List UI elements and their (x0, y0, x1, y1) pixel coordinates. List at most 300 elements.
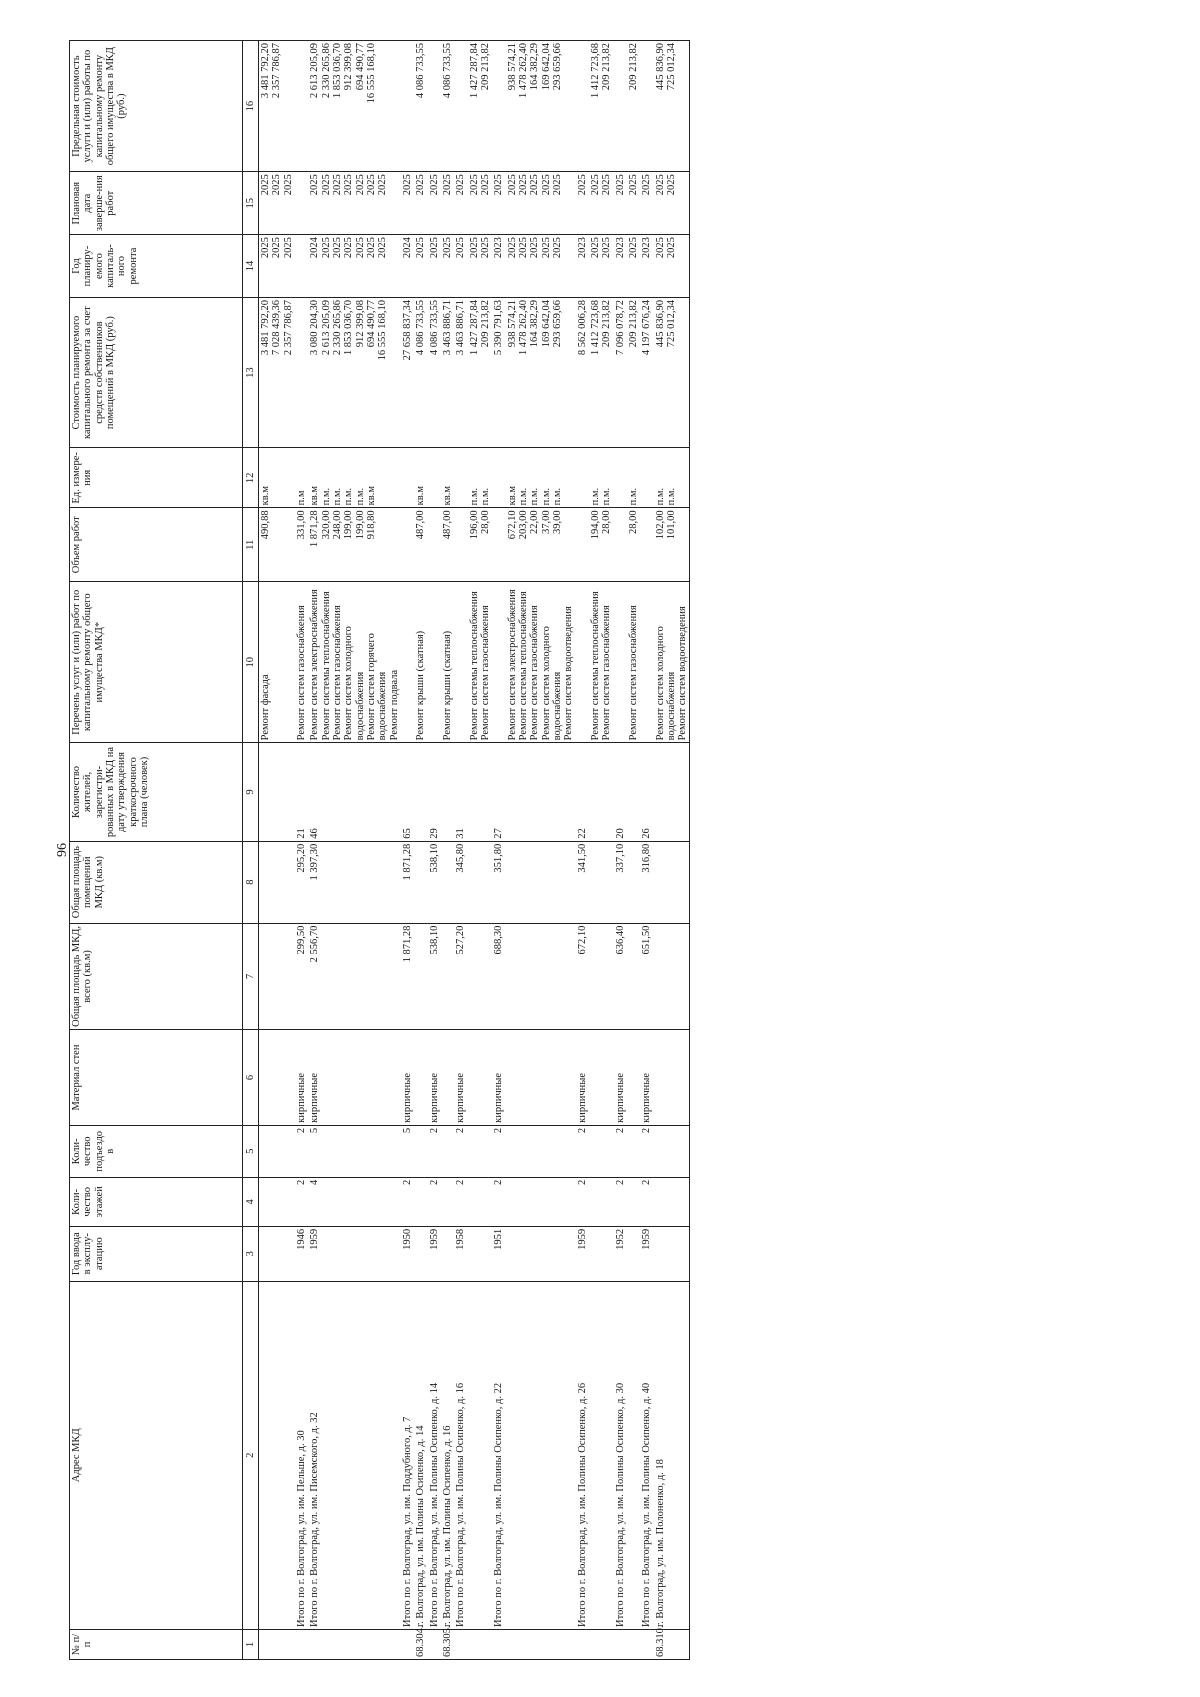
cell-line: 694 490,77 (354, 43, 366, 91)
cell-line: 209 213,82 (479, 43, 491, 91)
cell-no (589, 1629, 614, 1659)
cell-entrances (259, 1125, 295, 1177)
cell-line: 101,00 (665, 510, 677, 540)
cell-entrances: 2 (428, 1125, 441, 1177)
cell-line: 2024 (401, 237, 413, 259)
cell-max-cost (414, 41, 427, 172)
cell-line: 293 659,66 (551, 43, 563, 91)
cell-line: 445 836,90 (654, 43, 666, 91)
cell-line: Ремонт систем газоснабжения (479, 605, 491, 741)
cell-line: 725 012,34 (665, 299, 677, 348)
cell-line: 209 213,82 (479, 299, 491, 348)
cell-year: 1946 (295, 1226, 308, 1281)
cell-works (492, 582, 505, 743)
cell-address: Итого по г. Волгоград, ул. им. Полины Осипенко, д. 26 (576, 1281, 589, 1629)
cell-year-plan (468, 235, 493, 298)
cell-material: кирпичные (401, 1030, 414, 1126)
cell-no (492, 1629, 505, 1659)
cell-area-total: 636,40 (614, 923, 627, 1030)
cell-line: 320,00 (320, 510, 332, 540)
cell-line: 209 213,82 (601, 299, 613, 348)
cell-floors (627, 1177, 640, 1226)
cell-line: 2025 (282, 237, 294, 259)
cell-cost (468, 297, 493, 447)
cell-line: 28,00 (627, 510, 639, 534)
cell-works (654, 582, 690, 743)
cell-line: 209 213,82 (601, 43, 613, 91)
cell-line: 4 086 733,55 (415, 299, 427, 356)
cell-line: 169 642,04 (540, 299, 552, 348)
table-row (576, 41, 589, 1660)
cell-floors: 2 (401, 1177, 414, 1226)
table-row (295, 41, 308, 1660)
column-header: Объем работ (70, 508, 243, 582)
cell-year: 1951 (492, 1226, 505, 1281)
cell-line: 39,00 (551, 510, 563, 534)
cell-line: 2025 (627, 237, 639, 259)
cell-entrances (441, 1125, 454, 1177)
cell-floors: 2 (428, 1177, 441, 1226)
cell-line: 2025 (354, 174, 366, 196)
cell-entrances: 2 (576, 1125, 589, 1177)
cell-units (492, 448, 505, 508)
cell-line: 2024 (309, 237, 321, 259)
cell-residents: 26 (640, 743, 653, 841)
cell-material (589, 1030, 614, 1126)
cell-line: Ремонт системы теплоснабжения (589, 591, 601, 741)
cell-year: 1950 (401, 1226, 414, 1281)
cell-max-cost (589, 41, 614, 172)
cell-cost (654, 297, 690, 447)
cell-no (454, 1629, 467, 1659)
cell-works (401, 582, 414, 743)
cell-floors: 2 (295, 1177, 308, 1226)
cell-cost (454, 297, 467, 447)
cell-line: 1 427 287,84 (468, 299, 480, 356)
cell-year-plan (428, 235, 441, 298)
cell-material (414, 1030, 427, 1126)
cell-cost (492, 297, 505, 447)
table-row (428, 41, 441, 1660)
column-header: Стоимость планируемого капитального ремонта за счет средств собственников помещений в МКД (руб.) (70, 297, 243, 447)
cell-cost (308, 297, 401, 447)
cell-line: Ремонт крыши (скатная) (441, 630, 453, 741)
cell-line: 2025 (506, 237, 518, 259)
cell-units (654, 448, 690, 508)
cell-line: 2023 (641, 237, 653, 259)
table-row (640, 41, 653, 1660)
cell-units (614, 448, 627, 508)
cell-entrances: 5 (308, 1125, 401, 1177)
cell-year (506, 1226, 576, 1281)
cell-line: п.м. (517, 487, 529, 506)
cell-area-total: 527,20 (454, 923, 467, 1030)
cell-area-rooms (589, 841, 614, 923)
cell-units (428, 448, 441, 508)
capital-repair-table (69, 40, 690, 1660)
column-number: 1 (243, 1629, 259, 1659)
cell-units (576, 448, 589, 508)
cell-works (441, 582, 454, 743)
cell-entrances: 2 (614, 1125, 627, 1177)
cell-line: п.м (295, 490, 307, 506)
cell-area-total: 2 556,70 (308, 923, 401, 1030)
cell-date-end (506, 172, 576, 235)
cell-year-plan (259, 235, 295, 298)
cell-line: 2025 (365, 237, 377, 259)
cell-line: 2025 (601, 237, 613, 259)
cell-material (627, 1030, 640, 1126)
cell-line: Ремонт систем электроснабжения (506, 589, 518, 741)
table-row (468, 41, 493, 1660)
cell-entrances: 5 (401, 1125, 414, 1177)
cell-line: 1 478 262,40 (517, 299, 529, 356)
cell-area-total (441, 923, 454, 1030)
cell-entrances (589, 1125, 614, 1177)
cell-line: Ремонт систем горячего водоснабжения (365, 633, 389, 741)
cell-max-cost (614, 41, 627, 172)
cell-floors: 2 (492, 1177, 505, 1226)
cell-floors: 2 (576, 1177, 589, 1226)
cell-entrances: 2 (295, 1125, 308, 1177)
cell-address: Итого по г. Волгоград, ул. им. Полины Осипенко, д. 22 (492, 1281, 505, 1629)
cell-area-total: 299,50 (295, 923, 308, 1030)
cell-area-rooms: 1 871,28 (401, 841, 414, 923)
cell-line: 938 574,21 (506, 299, 518, 348)
cell-area-rooms (468, 841, 493, 923)
column-number: 3 (243, 1226, 259, 1281)
cell-entrances: 2 (492, 1125, 505, 1177)
cell-line: 4 197 676,24 (641, 299, 653, 356)
cell-no (506, 1629, 576, 1659)
cell-line: п.м. (589, 487, 601, 506)
cell-entrances (414, 1125, 427, 1177)
cell-max-cost (308, 41, 401, 172)
cell-line: 16 555 168,10 (365, 43, 377, 104)
cell-works (576, 582, 589, 743)
column-number: 14 (243, 235, 259, 298)
cell-material (441, 1030, 454, 1126)
cell-line: п.м. (551, 487, 563, 506)
cell-date-end (654, 172, 690, 235)
cell-area-rooms: 538,10 (428, 841, 441, 923)
cell-year: 1959 (640, 1226, 653, 1281)
cell-year: 1958 (454, 1226, 467, 1281)
cell-line: 203,00 (517, 510, 529, 540)
cell-cost (640, 297, 653, 447)
cell-area-rooms: 337,10 (614, 841, 627, 923)
cell-line: 2025 (401, 174, 413, 196)
cell-residents: 27 (492, 743, 505, 841)
cell-line: 2 357 786,87 (282, 299, 294, 356)
cell-works (454, 582, 467, 743)
cell-line: Ремонт систем газоснабжения (601, 605, 613, 741)
cell-address: г. Волгоград, ул. им. Полоненко, д. 18 (654, 1281, 690, 1629)
cell-year: 1959 (308, 1226, 401, 1281)
cell-line: 487,00 (441, 510, 453, 540)
cell-residents: 31 (454, 743, 467, 841)
cell-line: 164 382,29 (529, 43, 541, 91)
cell-floors (589, 1177, 614, 1226)
cell-line: 28,00 (601, 510, 613, 534)
cell-entrances (627, 1125, 640, 1177)
cell-works (428, 582, 441, 743)
cell-address: Итого по г. Волгоград, ул. им. Полины Осипенко, д. 40 (640, 1281, 653, 1629)
cell-line: 37,00 (540, 510, 552, 534)
cell-area-total (259, 923, 295, 1030)
cell-date-end (627, 172, 640, 235)
table-row (454, 41, 467, 1660)
cell-year (414, 1226, 427, 1281)
cell-line: 169 642,04 (540, 43, 552, 91)
column-number: 5 (243, 1125, 259, 1177)
cell-units (627, 448, 640, 508)
cell-line: 2025 (441, 237, 453, 259)
cell-year (441, 1226, 454, 1281)
cell-area-total (468, 923, 493, 1030)
cell-cost (627, 297, 640, 447)
cell-max-cost (454, 41, 467, 172)
table-row (627, 41, 640, 1660)
cell-line: Ремонт систем холодного водоснабжения (343, 626, 366, 741)
cell-residents (468, 743, 493, 841)
cell-no (614, 1629, 627, 1659)
cell-volumes (295, 508, 308, 582)
cell-entrances (506, 1125, 576, 1177)
cell-line: 2025 (428, 237, 440, 259)
cell-line: 199,00 (354, 510, 366, 540)
cell-max-cost (576, 41, 589, 172)
cell-line: 2025 (331, 237, 343, 259)
cell-line: кв.м (309, 486, 321, 506)
cell-line: 3 481 792,20 (260, 299, 271, 356)
cell-residents (589, 743, 614, 841)
cell-entrances: 2 (640, 1125, 653, 1177)
column-header: Год планиру-емого капиталь-ного ремонта (70, 235, 243, 298)
cell-line: 199,00 (343, 510, 355, 540)
table-body (259, 41, 690, 1660)
cell-line: 2025 (479, 174, 491, 196)
cell-volumes (506, 508, 576, 582)
cell-line: 490,88 (260, 510, 271, 540)
cell-line: кв.м (260, 486, 271, 506)
cell-line: 2025 (354, 237, 366, 259)
cell-residents: 65 (401, 743, 414, 841)
cell-line: п.м. (468, 487, 480, 506)
cell-max-cost (640, 41, 653, 172)
cell-no (401, 1629, 414, 1659)
cell-year-plan (454, 235, 467, 298)
column-header: Количество жителей, зарегистри-рованных в МКД на дату утверждения краткосрочного плана (человек) (70, 743, 243, 841)
cell-line: 1 853 036,70 (331, 43, 343, 99)
cell-line: 2025 (455, 174, 467, 196)
cell-year-plan (614, 235, 627, 298)
cell-line: 2025 (601, 174, 613, 196)
cell-no (428, 1629, 441, 1659)
cell-line: 2025 (320, 237, 332, 259)
cell-line: 912 399,08 (354, 299, 366, 348)
cell-line: Ремонт систем газоснабжения (295, 605, 307, 741)
cell-max-cost (654, 41, 690, 172)
cell-line: 2023 (614, 237, 626, 259)
cell-address (589, 1281, 614, 1629)
cell-works (295, 582, 308, 743)
cell-address (468, 1281, 493, 1629)
column-header: Перечень услуг и (или) работ по капитальному ремонту общего имущества МКД* (70, 582, 243, 743)
cell-line: п.м. (540, 487, 552, 506)
cell-line: 2025 (441, 174, 453, 196)
cell-year-plan (295, 235, 308, 298)
cell-residents: 21 (295, 743, 308, 841)
cell-line: Ремонт систем водоотведения (563, 606, 575, 741)
cell-max-cost (259, 41, 295, 172)
cell-line: 2025 (529, 237, 541, 259)
cell-area-rooms (441, 841, 454, 923)
cell-area-total (589, 923, 614, 1030)
cell-date-end (614, 172, 627, 235)
cell-line: 248,00 (331, 510, 343, 540)
cell-line: 918,80 (365, 510, 377, 540)
cell-units (414, 448, 427, 508)
cell-line: 2025 (365, 174, 377, 196)
cell-line: 4 086 733,55 (428, 299, 440, 356)
cell-volumes (627, 508, 640, 582)
cell-area-rooms: 1 397,30 (308, 841, 401, 923)
cell-floors (654, 1177, 690, 1226)
cell-material: кирпичные (308, 1030, 401, 1126)
cell-line: 3 463 886,71 (455, 299, 467, 356)
cell-no (627, 1629, 640, 1659)
cell-line: 2 330 265,86 (331, 299, 343, 356)
cell-no (259, 1629, 295, 1659)
column-header: Год ввода в эксплу-атацию (70, 1226, 243, 1281)
cell-line: Ремонт систем холодного водоснабжения (540, 626, 563, 741)
cell-works (308, 582, 401, 743)
cell-line: 2025 (428, 174, 440, 196)
cell-area-rooms (259, 841, 295, 923)
cell-floors: 2 (614, 1177, 627, 1226)
cell-line: п.м. (343, 487, 355, 506)
cell-line: 2025 (517, 237, 529, 259)
cell-floors: 4 (308, 1177, 401, 1226)
cell-line: 2 613 205,09 (309, 43, 321, 99)
cell-line: 8 562 006,28 (576, 299, 588, 356)
cell-year-plan (506, 235, 576, 298)
cell-year-plan (576, 235, 589, 298)
cell-area-total: 688,30 (492, 923, 505, 1030)
cell-date-end (414, 172, 427, 235)
cell-address: Итого по г. Волгоград, ул. им. Писемского, д. 32 (308, 1281, 401, 1629)
cell-line: 3 463 886,71 (441, 299, 453, 356)
table-row (259, 41, 295, 1660)
cell-line: 2025 (614, 174, 626, 196)
column-header: Коли-чество подъездо в (70, 1125, 243, 1177)
cell-cost (414, 297, 427, 447)
cell-line: Ремонт систем электроснабжения (309, 589, 321, 741)
cell-line: 293 659,66 (551, 299, 563, 348)
cell-material: кирпичные (576, 1030, 589, 1126)
cell-area-total: 651,50 (640, 923, 653, 1030)
table-row (308, 41, 401, 1660)
cell-line: Ремонт системы теплоснабжения (468, 591, 480, 741)
cell-cost (295, 297, 308, 447)
cell-year-plan (589, 235, 614, 298)
cell-line: 196,00 (468, 510, 480, 540)
cell-line: 2 330 265,86 (320, 43, 332, 99)
cell-max-cost (441, 41, 454, 172)
cell-material (654, 1030, 690, 1126)
cell-line: 4 086 733,55 (441, 43, 453, 99)
cell-line: 2025 (589, 174, 601, 196)
cell-max-cost (627, 41, 640, 172)
cell-volumes (441, 508, 454, 582)
cell-area-total (414, 923, 427, 1030)
cell-line: 2025 (551, 237, 563, 259)
cell-works (414, 582, 427, 743)
cell-works (640, 582, 653, 743)
cell-line: 16 555 168,10 (377, 299, 389, 361)
cell-residents (259, 743, 295, 841)
cell-date-end (428, 172, 441, 235)
cell-material (259, 1030, 295, 1126)
cell-area-total: 538,10 (428, 923, 441, 1030)
cell-volumes (428, 508, 441, 582)
column-header: Общая площадь помещений МКД (кв.м) (70, 841, 243, 923)
cell-address (627, 1281, 640, 1629)
cell-line: 102,00 (654, 510, 666, 540)
cell-line: п.м. (479, 487, 491, 506)
cell-residents (414, 743, 427, 841)
cell-line: Ремонт систем газоснабжения (529, 605, 541, 741)
cell-volumes (454, 508, 467, 582)
cell-line: 2025 (627, 174, 639, 196)
cell-year-plan (308, 235, 401, 298)
cell-material (506, 1030, 576, 1126)
cell-line: кв.м (506, 486, 518, 506)
column-number: 4 (243, 1177, 259, 1226)
cell-residents: 20 (614, 743, 627, 841)
cell-line: 2025 (665, 174, 677, 196)
cell-date-end (401, 172, 414, 235)
cell-address (259, 1281, 295, 1629)
cell-line: п.м. (627, 487, 639, 506)
cell-material: кирпичные (428, 1030, 441, 1126)
cell-material: кирпичные (640, 1030, 653, 1126)
cell-units (468, 448, 493, 508)
cell-address: Итого по г. Волгоград, ул. им. Полины Осипенко, д. 16 (454, 1281, 467, 1629)
cell-line: Ремонт систем газоснабжения (627, 605, 639, 741)
cell-area-rooms: 351,80 (492, 841, 505, 923)
cell-units (401, 448, 414, 508)
column-header: Материал стен (70, 1030, 243, 1126)
cell-cost (401, 297, 414, 447)
cell-volumes (589, 508, 614, 582)
cell-line: 2025 (589, 237, 601, 259)
cell-line: 2025 (654, 174, 666, 196)
cell-max-cost (506, 41, 576, 172)
cell-line: 2025 (468, 174, 480, 196)
cell-line: 2 357 786,87 (271, 43, 283, 99)
cell-line: кв.м (415, 486, 427, 506)
cell-year: 1959 (428, 1226, 441, 1281)
cell-area-rooms: 345,80 (454, 841, 467, 923)
cell-year (627, 1226, 640, 1281)
cell-line: 5 390 791,63 (493, 299, 505, 356)
cell-residents: 22 (576, 743, 589, 841)
cell-volumes (492, 508, 505, 582)
cell-line: 2025 (309, 174, 321, 196)
cell-max-cost (468, 41, 493, 172)
